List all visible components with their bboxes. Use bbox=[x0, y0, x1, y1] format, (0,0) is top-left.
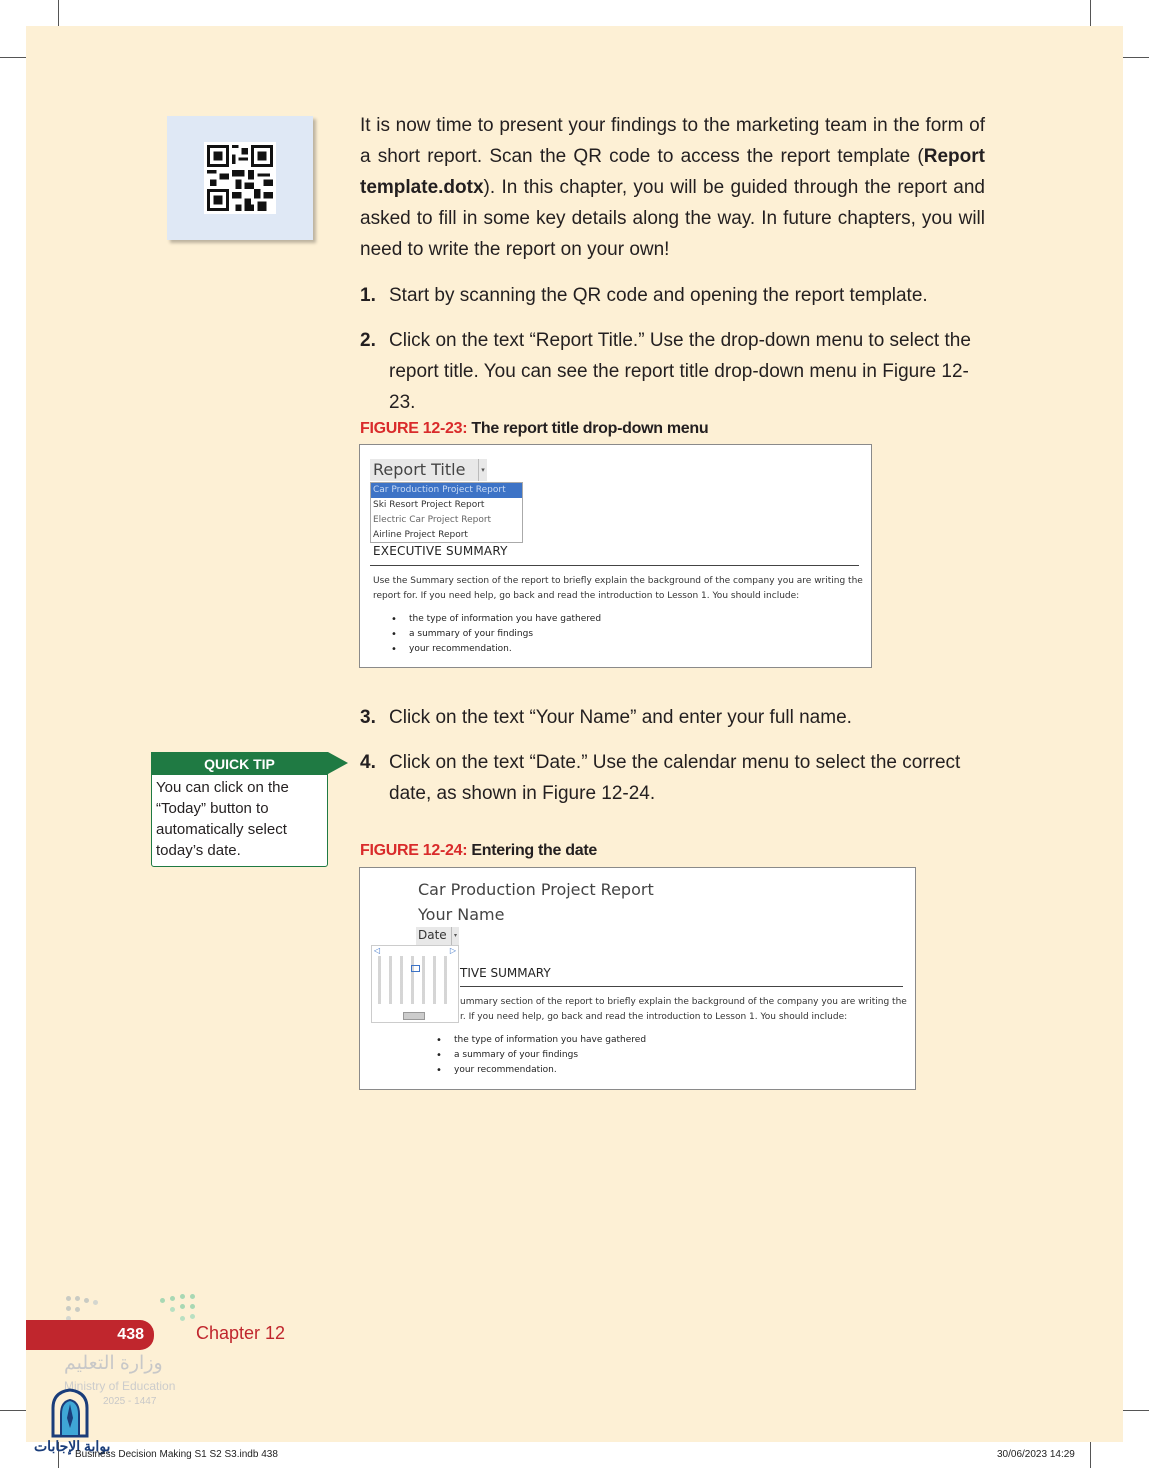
report-title-label: Report Title bbox=[373, 460, 466, 479]
bullet-item: • your recommendation. bbox=[373, 642, 601, 657]
dropdown-arrow-icon[interactable]: ▾ bbox=[478, 459, 487, 481]
crop-mark bbox=[0, 1410, 26, 1411]
your-name-text[interactable]: Your Name bbox=[418, 905, 505, 924]
calendar-prev-icon[interactable]: ◁ bbox=[374, 946, 381, 955]
section-heading: TIVE SUMMARY bbox=[460, 966, 551, 980]
page-number: 438 bbox=[26, 1320, 154, 1350]
crop-mark bbox=[0, 57, 26, 58]
figure-report-title-dropdown bbox=[359, 444, 872, 668]
step-3 bbox=[360, 702, 986, 733]
qr-panel bbox=[167, 116, 313, 240]
today-button[interactable] bbox=[403, 1012, 425, 1020]
ministry-year: 2025 - 1447 bbox=[103, 1396, 157, 1407]
summary-line: r. If you need help, go back and read the introduction to Lesson 1. You should include: bbox=[460, 1012, 848, 1022]
report-title-field[interactable] bbox=[370, 459, 487, 481]
summary-bullets bbox=[418, 1033, 646, 1078]
date-field[interactable] bbox=[416, 927, 459, 945]
figure-label: FIGURE 12-24: bbox=[360, 842, 468, 859]
dropdown-option[interactable]: Airline Project Report bbox=[373, 530, 468, 540]
crop-mark bbox=[1090, 1442, 1091, 1468]
step-4 bbox=[360, 747, 986, 809]
ministry-english: Ministry of Education bbox=[64, 1379, 176, 1393]
bullet-item: • the type of information you have gathered bbox=[418, 1033, 646, 1048]
intro-text-bold: Report template.dotx bbox=[360, 146, 985, 198]
summary-bullets bbox=[373, 612, 601, 657]
bullet-item: • a summary of your findings bbox=[373, 627, 601, 642]
date-stamp: 30/06/2023 14:29 bbox=[997, 1449, 1075, 1460]
step-2 bbox=[360, 325, 986, 418]
bullet-item: • a summary of your findings bbox=[418, 1048, 646, 1063]
calendar-next-icon[interactable]: ▷ bbox=[449, 946, 456, 955]
figure-label: FIGURE 12-23: bbox=[360, 420, 468, 437]
summary-line: Use the Summary section of the report to briefly explain the background of the company you are writing the bbox=[373, 576, 863, 586]
step-1 bbox=[360, 280, 986, 311]
intro-paragraph bbox=[360, 110, 985, 265]
mosque-logo-icon bbox=[49, 1388, 91, 1438]
bullet-item: • your recommendation. bbox=[418, 1063, 646, 1078]
dropdown-option[interactable]: Electric Car Project Report bbox=[373, 515, 492, 525]
qr-code-icon[interactable] bbox=[204, 142, 276, 214]
calendar-selected-day[interactable] bbox=[411, 965, 420, 972]
step-number: 2. bbox=[360, 330, 376, 351]
report-title-text[interactable]: Car Production Project Report bbox=[418, 880, 654, 899]
section-heading: EXECUTIVE SUMMARY bbox=[373, 544, 508, 558]
crop-mark bbox=[1123, 1410, 1149, 1411]
step-text: Click on the text “Your Name” and enter your full name. bbox=[389, 707, 852, 728]
dropdown-option-selected[interactable]: Car Production Project Report bbox=[371, 483, 522, 498]
step-text: Start by scanning the QR code and opening the report template. bbox=[389, 285, 928, 306]
quick-tip-box bbox=[151, 752, 328, 867]
date-label: Date bbox=[418, 928, 447, 942]
summary-line: report for. If you need help, go back and read the introduction to Lesson 1. You should include: bbox=[373, 591, 800, 601]
crop-mark bbox=[1123, 57, 1149, 58]
step-number: 3. bbox=[360, 707, 376, 728]
figure-caption bbox=[360, 420, 708, 438]
ministry-arabic: وزارة التعليم bbox=[64, 1353, 163, 1374]
quick-tip-body: You can click on the “Today” button to automatically select today’s date. bbox=[156, 779, 289, 859]
intro-text-pre: It is now time to present your findings to the marketing team in the form of a short report. Scan the QR code to access the report template ( bbox=[360, 115, 985, 167]
file-slug: Business Decision Making S1 S2 S3.indb 438 bbox=[75, 1449, 278, 1460]
calendar-picker[interactable] bbox=[371, 945, 459, 1023]
step-number: 4. bbox=[360, 752, 376, 773]
step-text: Click on the text “Date.” Use the calendar menu to select the correct date, as shown in Figure 12-24. bbox=[389, 752, 961, 804]
calendar-grid[interactable] bbox=[378, 956, 454, 1004]
figure-title: The report title drop-down menu bbox=[467, 420, 709, 437]
chapter-label: Chapter 12 bbox=[196, 1323, 286, 1343]
crop-mark bbox=[58, 0, 59, 26]
figure-caption bbox=[360, 842, 597, 860]
heading-rule bbox=[370, 565, 859, 566]
step-text: Click on the text “Report Title.” Use the drop-down menu to select the report title. You can see the report title drop-down menu in Figure 12-23. bbox=[389, 330, 971, 413]
heading-rule bbox=[460, 986, 903, 987]
step-number: 1. bbox=[360, 285, 376, 306]
dropdown-menu bbox=[370, 482, 523, 543]
intro-text-post: ). In this chapter, you will be guided through the report and asked to fill in some key details along the way. In future chapters, you will need to write the report on your own! bbox=[360, 177, 985, 260]
figure-title: Entering the date bbox=[467, 842, 597, 859]
figure-entering-date bbox=[359, 867, 916, 1090]
dropdown-arrow-icon[interactable]: ▾ bbox=[451, 927, 459, 945]
bullet-item: • the type of information you have gathered bbox=[373, 612, 601, 627]
quick-tip-heading: QUICK TIP bbox=[152, 753, 327, 775]
quick-tip-arrow-icon bbox=[328, 752, 348, 774]
dropdown-option[interactable]: Ski Resort Project Report bbox=[373, 500, 485, 510]
crop-mark bbox=[1090, 0, 1091, 26]
watermark: بوابة الإجابات bbox=[34, 1438, 111, 1454]
summary-line: ummary section of the report to briefly explain the background of the company you are writing the bbox=[460, 997, 907, 1007]
